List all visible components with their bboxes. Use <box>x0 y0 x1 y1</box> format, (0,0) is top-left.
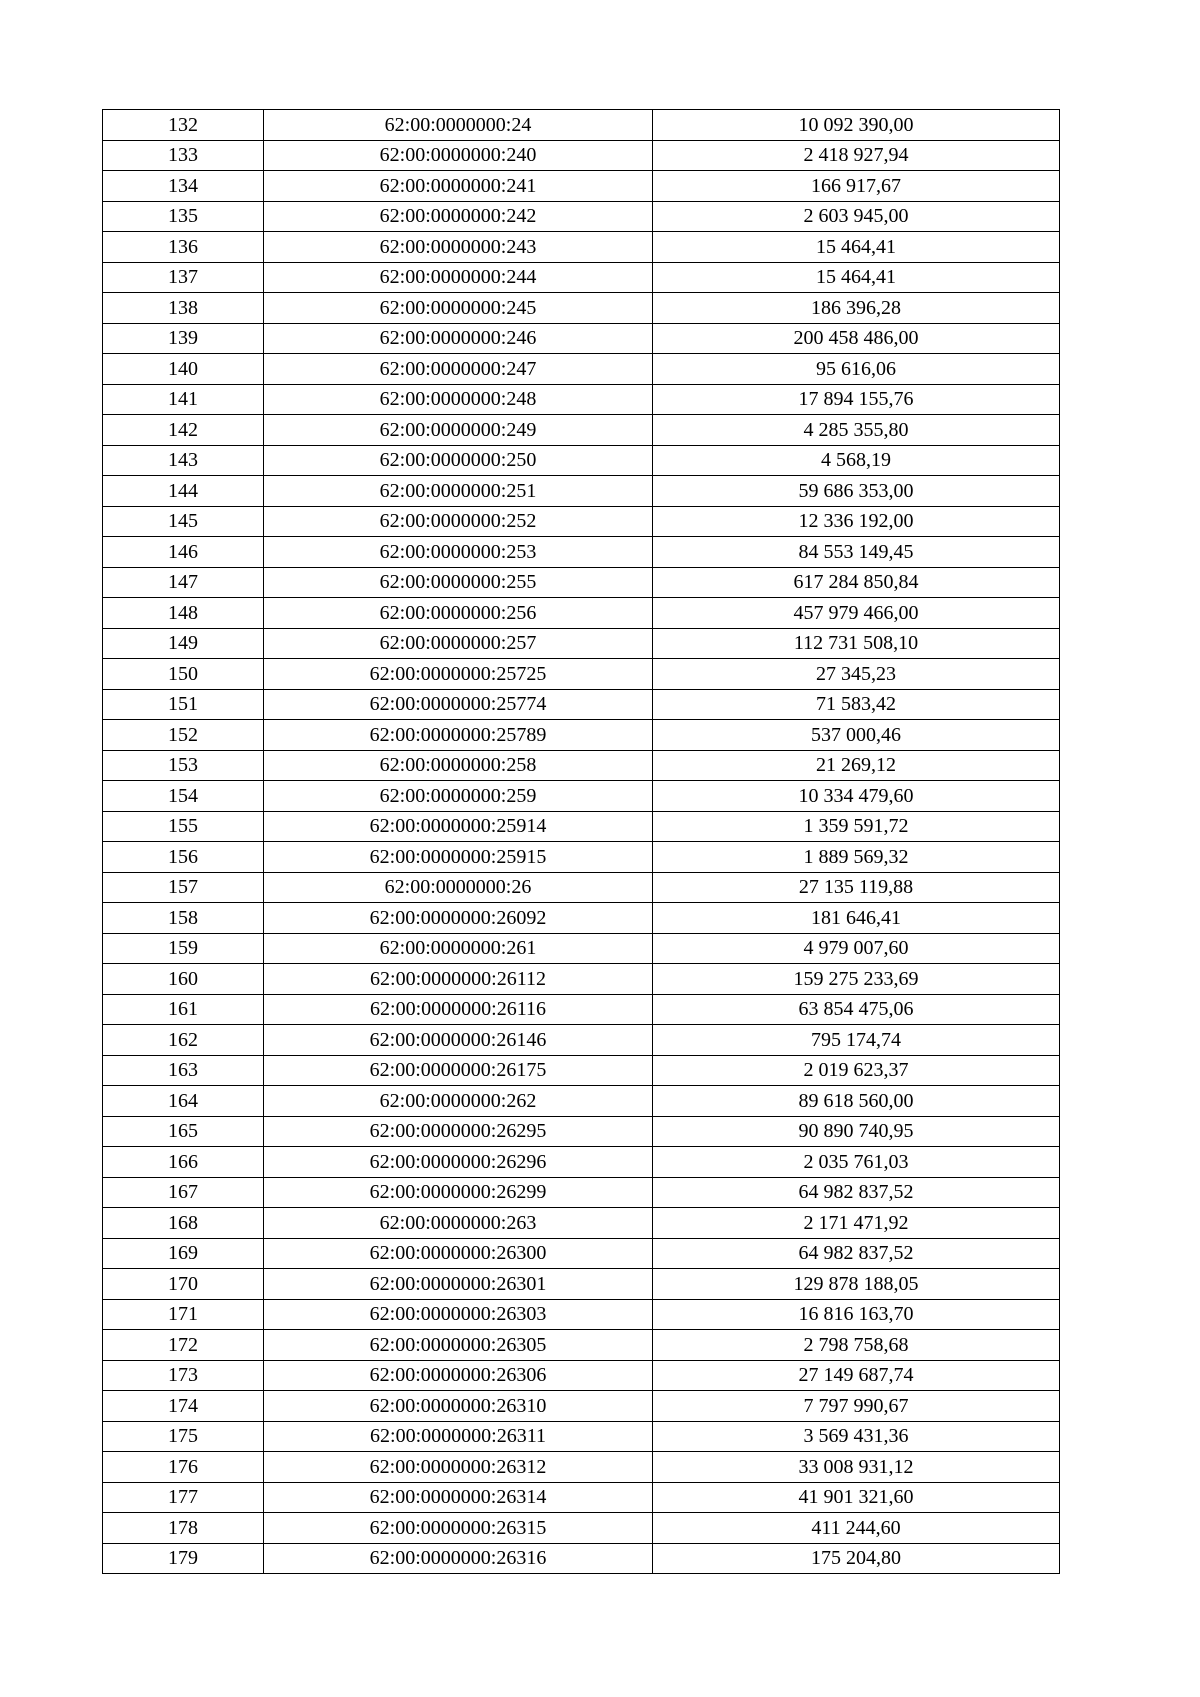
cadastral-number-cell: 62:00:0000000:26296 <box>264 1147 653 1178</box>
row-number-cell: 156 <box>103 842 264 873</box>
row-number-cell: 175 <box>103 1421 264 1452</box>
cadastral-value-cell: 7 797 990,67 <box>653 1391 1060 1422</box>
table-row <box>103 1116 1060 1147</box>
row-number-cell: 165 <box>103 1116 264 1147</box>
cadastral-value-cell: 10 092 390,00 <box>653 110 1060 141</box>
cadastral-value-cell: 457 979 466,00 <box>653 598 1060 629</box>
cadastral-value-cell: 175 204,80 <box>653 1543 1060 1574</box>
cadastral-number-cell: 62:00:0000000:246 <box>264 323 653 354</box>
cadastral-value-cell: 89 618 560,00 <box>653 1086 1060 1117</box>
row-number-cell: 158 <box>103 903 264 934</box>
row-number-cell: 169 <box>103 1238 264 1269</box>
table-row <box>103 903 1060 934</box>
row-number-cell: 179 <box>103 1543 264 1574</box>
cadastral-value-table <box>102 109 1060 1574</box>
cadastral-value-cell: 3 569 431,36 <box>653 1421 1060 1452</box>
table-row <box>103 1543 1060 1574</box>
table-row <box>103 1299 1060 1330</box>
table-row <box>103 1177 1060 1208</box>
cadastral-value-cell: 1 889 569,32 <box>653 842 1060 873</box>
row-number-cell: 138 <box>103 293 264 324</box>
cadastral-number-cell: 62:00:0000000:251 <box>264 476 653 507</box>
cadastral-value-cell: 63 854 475,06 <box>653 994 1060 1025</box>
table-row <box>103 1391 1060 1422</box>
cadastral-number-cell: 62:00:0000000:249 <box>264 415 653 446</box>
table-row <box>103 811 1060 842</box>
cadastral-number-cell: 62:00:0000000:244 <box>264 262 653 293</box>
cadastral-value-cell: 33 008 931,12 <box>653 1452 1060 1483</box>
cadastral-number-cell: 62:00:0000000:26301 <box>264 1269 653 1300</box>
row-number-cell: 162 <box>103 1025 264 1056</box>
row-number-cell: 153 <box>103 750 264 781</box>
cadastral-value-cell: 617 284 850,84 <box>653 567 1060 598</box>
table-row <box>103 750 1060 781</box>
cadastral-number-cell: 62:00:0000000:240 <box>264 140 653 171</box>
table-row <box>103 506 1060 537</box>
cadastral-number-cell: 62:00:0000000:26312 <box>264 1452 653 1483</box>
cadastral-number-cell: 62:00:0000000:26300 <box>264 1238 653 1269</box>
cadastral-number-cell: 62:00:0000000:242 <box>264 201 653 232</box>
table-row <box>103 171 1060 202</box>
cadastral-number-cell: 62:00:0000000:24 <box>264 110 653 141</box>
cadastral-number-cell: 62:00:0000000:25789 <box>264 720 653 751</box>
cadastral-value-cell: 2 171 471,92 <box>653 1208 1060 1239</box>
table-row <box>103 628 1060 659</box>
cadastral-number-cell: 62:00:0000000:253 <box>264 537 653 568</box>
row-number-cell: 163 <box>103 1055 264 1086</box>
table-row <box>103 1360 1060 1391</box>
cadastral-number-cell: 62:00:0000000:26146 <box>264 1025 653 1056</box>
cadastral-number-cell: 62:00:0000000:25915 <box>264 842 653 873</box>
cadastral-value-cell: 2 418 927,94 <box>653 140 1060 171</box>
row-number-cell: 160 <box>103 964 264 995</box>
row-number-cell: 147 <box>103 567 264 598</box>
cadastral-number-cell: 62:00:0000000:257 <box>264 628 653 659</box>
row-number-cell: 134 <box>103 171 264 202</box>
row-number-cell: 174 <box>103 1391 264 1422</box>
row-number-cell: 145 <box>103 506 264 537</box>
row-number-cell: 171 <box>103 1299 264 1330</box>
cadastral-value-cell: 17 894 155,76 <box>653 384 1060 415</box>
table-row <box>103 1452 1060 1483</box>
cadastral-value-cell: 1 359 591,72 <box>653 811 1060 842</box>
row-number-cell: 176 <box>103 1452 264 1483</box>
row-number-cell: 173 <box>103 1360 264 1391</box>
row-number-cell: 135 <box>103 201 264 232</box>
cadastral-number-cell: 62:00:0000000:26112 <box>264 964 653 995</box>
cadastral-value-cell: 166 917,67 <box>653 171 1060 202</box>
table-row <box>103 537 1060 568</box>
cadastral-number-cell: 62:00:0000000:26311 <box>264 1421 653 1452</box>
cadastral-value-cell: 2 603 945,00 <box>653 201 1060 232</box>
cadastral-number-cell: 62:00:0000000:26092 <box>264 903 653 934</box>
row-number-cell: 152 <box>103 720 264 751</box>
row-number-cell: 144 <box>103 476 264 507</box>
table-row <box>103 689 1060 720</box>
row-number-cell: 164 <box>103 1086 264 1117</box>
row-number-cell: 133 <box>103 140 264 171</box>
cadastral-value-cell: 12 336 192,00 <box>653 506 1060 537</box>
table-row <box>103 872 1060 903</box>
row-number-cell: 178 <box>103 1513 264 1544</box>
table-row <box>103 384 1060 415</box>
table-row <box>103 1513 1060 1544</box>
cadastral-value-cell: 41 901 321,60 <box>653 1482 1060 1513</box>
cadastral-number-cell: 62:00:0000000:262 <box>264 1086 653 1117</box>
cadastral-value-cell: 15 464,41 <box>653 232 1060 263</box>
table-row <box>103 1147 1060 1178</box>
row-number-cell: 149 <box>103 628 264 659</box>
table-row <box>103 964 1060 995</box>
table-row <box>103 1482 1060 1513</box>
table-row <box>103 201 1060 232</box>
cadastral-number-cell: 62:00:0000000:26116 <box>264 994 653 1025</box>
cadastral-number-cell: 62:00:0000000:26299 <box>264 1177 653 1208</box>
row-number-cell: 151 <box>103 689 264 720</box>
cadastral-value-cell: 2 035 761,03 <box>653 1147 1060 1178</box>
cadastral-value-cell: 795 174,74 <box>653 1025 1060 1056</box>
table-row <box>103 994 1060 1025</box>
cadastral-number-cell: 62:00:0000000:241 <box>264 171 653 202</box>
row-number-cell: 136 <box>103 232 264 263</box>
cadastral-number-cell: 62:00:0000000:250 <box>264 445 653 476</box>
cadastral-number-cell: 62:00:0000000:252 <box>264 506 653 537</box>
row-number-cell: 167 <box>103 1177 264 1208</box>
cadastral-number-cell: 62:00:0000000:247 <box>264 354 653 385</box>
row-number-cell: 141 <box>103 384 264 415</box>
row-number-cell: 132 <box>103 110 264 141</box>
cadastral-number-cell: 62:00:0000000:258 <box>264 750 653 781</box>
table-row <box>103 323 1060 354</box>
cadastral-number-cell: 62:00:0000000:26315 <box>264 1513 653 1544</box>
cadastral-number-cell: 62:00:0000000:243 <box>264 232 653 263</box>
row-number-cell: 148 <box>103 598 264 629</box>
row-number-cell: 177 <box>103 1482 264 1513</box>
row-number-cell: 157 <box>103 872 264 903</box>
table-row <box>103 1208 1060 1239</box>
row-number-cell: 150 <box>103 659 264 690</box>
row-number-cell: 172 <box>103 1330 264 1361</box>
cadastral-value-cell: 27 135 119,88 <box>653 872 1060 903</box>
cadastral-number-cell: 62:00:0000000:25914 <box>264 811 653 842</box>
cadastral-value-cell: 181 646,41 <box>653 903 1060 934</box>
row-number-cell: 161 <box>103 994 264 1025</box>
cadastral-value-cell: 411 244,60 <box>653 1513 1060 1544</box>
cadastral-number-cell: 62:00:0000000:26314 <box>264 1482 653 1513</box>
row-number-cell: 143 <box>103 445 264 476</box>
table-row <box>103 781 1060 812</box>
cadastral-value-cell: 4 979 007,60 <box>653 933 1060 964</box>
cadastral-value-cell: 84 553 149,45 <box>653 537 1060 568</box>
table-row <box>103 1330 1060 1361</box>
table-row <box>103 933 1060 964</box>
cadastral-value-cell: 90 890 740,95 <box>653 1116 1060 1147</box>
cadastral-number-cell: 62:00:0000000:26316 <box>264 1543 653 1574</box>
cadastral-number-cell: 62:00:0000000:263 <box>264 1208 653 1239</box>
cadastral-value-cell: 186 396,28 <box>653 293 1060 324</box>
cadastral-number-cell: 62:00:0000000:248 <box>264 384 653 415</box>
cadastral-value-cell: 16 816 163,70 <box>653 1299 1060 1330</box>
table-row <box>103 262 1060 293</box>
table-row <box>103 1086 1060 1117</box>
cadastral-number-cell: 62:00:0000000:26306 <box>264 1360 653 1391</box>
cadastral-number-cell: 62:00:0000000:245 <box>264 293 653 324</box>
cadastral-value-cell: 15 464,41 <box>653 262 1060 293</box>
table-row <box>103 415 1060 446</box>
cadastral-value-cell: 4 568,19 <box>653 445 1060 476</box>
row-number-cell: 154 <box>103 781 264 812</box>
table-row <box>103 354 1060 385</box>
table-row <box>103 1421 1060 1452</box>
row-number-cell: 139 <box>103 323 264 354</box>
cadastral-value-cell: 129 878 188,05 <box>653 1269 1060 1300</box>
cadastral-value-cell: 59 686 353,00 <box>653 476 1060 507</box>
row-number-cell: 140 <box>103 354 264 385</box>
row-number-cell: 155 <box>103 811 264 842</box>
cadastral-number-cell: 62:00:0000000:26305 <box>264 1330 653 1361</box>
table-row <box>103 140 1060 171</box>
table-row <box>103 567 1060 598</box>
row-number-cell: 137 <box>103 262 264 293</box>
cadastral-number-cell: 62:00:0000000:25774 <box>264 689 653 720</box>
cadastral-value-cell: 200 458 486,00 <box>653 323 1060 354</box>
table-row <box>103 1238 1060 1269</box>
cadastral-number-cell: 62:00:0000000:26295 <box>264 1116 653 1147</box>
row-number-cell: 159 <box>103 933 264 964</box>
cadastral-value-cell: 10 334 479,60 <box>653 781 1060 812</box>
row-number-cell: 142 <box>103 415 264 446</box>
row-number-cell: 166 <box>103 1147 264 1178</box>
cadastral-number-cell: 62:00:0000000:26175 <box>264 1055 653 1086</box>
table-row <box>103 598 1060 629</box>
table-row <box>103 720 1060 751</box>
cadastral-value-cell: 21 269,12 <box>653 750 1060 781</box>
table-row <box>103 1269 1060 1300</box>
cadastral-value-cell: 537 000,46 <box>653 720 1060 751</box>
cadastral-number-cell: 62:00:0000000:26 <box>264 872 653 903</box>
table-row <box>103 659 1060 690</box>
table-row <box>103 476 1060 507</box>
cadastral-value-cell: 112 731 508,10 <box>653 628 1060 659</box>
table-row <box>103 232 1060 263</box>
cadastral-value-cell: 64 982 837,52 <box>653 1177 1060 1208</box>
table-row <box>103 1025 1060 1056</box>
row-number-cell: 146 <box>103 537 264 568</box>
table-row <box>103 1055 1060 1086</box>
cadastral-number-cell: 62:00:0000000:255 <box>264 567 653 598</box>
table-row <box>103 110 1060 141</box>
cadastral-value-cell: 64 982 837,52 <box>653 1238 1060 1269</box>
cadastral-value-cell: 2 019 623,37 <box>653 1055 1060 1086</box>
cadastral-value-cell: 27 345,23 <box>653 659 1060 690</box>
cadastral-number-cell: 62:00:0000000:256 <box>264 598 653 629</box>
cadastral-number-cell: 62:00:0000000:26303 <box>264 1299 653 1330</box>
table-body <box>103 110 1060 1574</box>
cadastral-number-cell: 62:00:0000000:25725 <box>264 659 653 690</box>
row-number-cell: 170 <box>103 1269 264 1300</box>
cadastral-value-cell: 27 149 687,74 <box>653 1360 1060 1391</box>
table-row <box>103 293 1060 324</box>
cadastral-number-cell: 62:00:0000000:261 <box>264 933 653 964</box>
cadastral-value-cell: 95 616,06 <box>653 354 1060 385</box>
cadastral-value-cell: 2 798 758,68 <box>653 1330 1060 1361</box>
cadastral-number-cell: 62:00:0000000:26310 <box>264 1391 653 1422</box>
cadastral-value-cell: 159 275 233,69 <box>653 964 1060 995</box>
cadastral-value-cell: 71 583,42 <box>653 689 1060 720</box>
cadastral-value-cell: 4 285 355,80 <box>653 415 1060 446</box>
cadastral-number-cell: 62:00:0000000:259 <box>264 781 653 812</box>
table-row <box>103 445 1060 476</box>
table-row <box>103 842 1060 873</box>
row-number-cell: 168 <box>103 1208 264 1239</box>
